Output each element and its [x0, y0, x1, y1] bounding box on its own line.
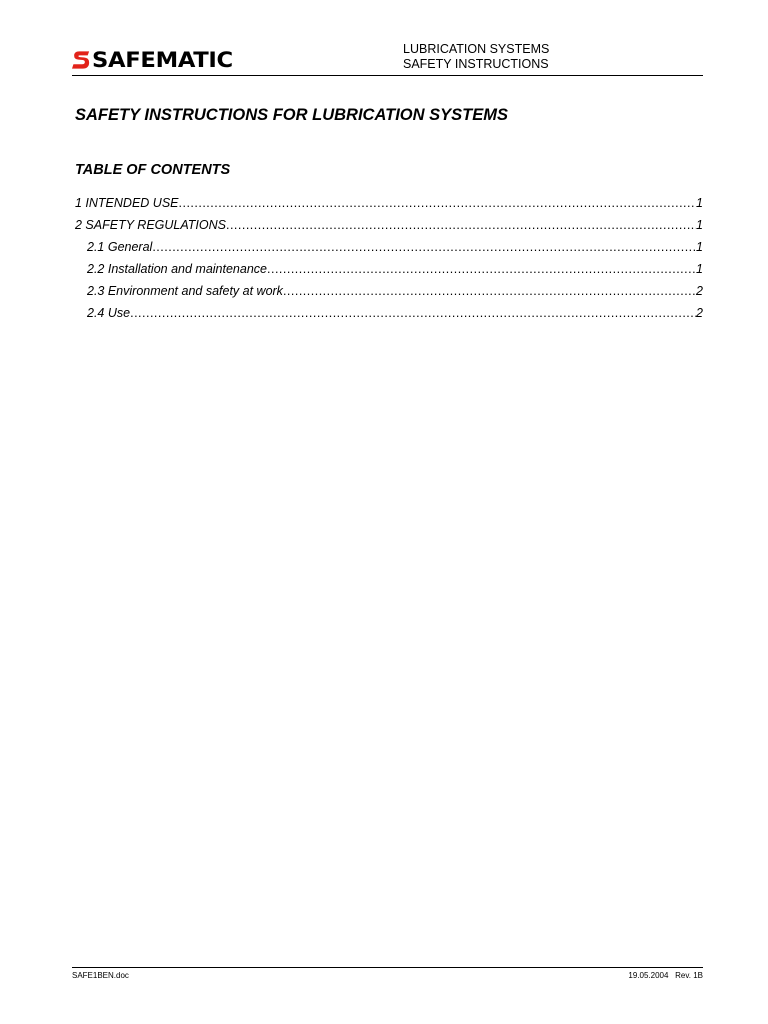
footer-filename: SAFE1BEN.doc [72, 971, 129, 980]
toc-leader-dots [226, 218, 696, 232]
header-line-2: SAFETY INSTRUCTIONS [403, 57, 549, 71]
toc-leader-dots [152, 240, 696, 254]
toc-entry-page: 1 [696, 218, 703, 232]
logo-wordmark: SAFEMATIC [91, 47, 233, 72]
toc-leader-dots [283, 284, 696, 298]
footer-date: 19.05.2004 [628, 971, 669, 980]
toc-entry-page: 2 [696, 284, 703, 298]
toc-entry-environment-safety[interactable] [75, 284, 703, 306]
toc-entry-general[interactable] [75, 240, 703, 262]
toc-entry-page: 1 [696, 196, 703, 210]
toc-leader-dots [179, 196, 697, 210]
toc-entry-page: 1 [696, 240, 703, 254]
toc-entry-page: 1 [696, 262, 703, 276]
toc-entry-label: 2 SAFETY REGULATIONS [75, 218, 226, 232]
footer-divider [72, 967, 703, 968]
safematic-logo [72, 44, 233, 76]
toc-leader-dots [267, 262, 696, 276]
toc-entry-label: 2.4 Use [87, 306, 131, 320]
footer-date-revision [628, 971, 703, 980]
header-title-block [403, 42, 549, 72]
table-of-contents [75, 196, 703, 328]
safematic-s-icon [72, 45, 91, 75]
toc-entry-intended-use[interactable] [75, 196, 703, 218]
toc-entry-label: 2.3 Environment and safety at work [87, 284, 283, 298]
document-title: SAFETY INSTRUCTIONS FOR LUBRICATION SYSTEMS [75, 106, 508, 124]
toc-entry-label: 2.2 Installation and maintenance [87, 262, 267, 276]
toc-leader-dots [130, 306, 696, 320]
toc-entry-label: 1 INTENDED USE [75, 196, 179, 210]
toc-entry-label: 2.1 General [87, 240, 153, 254]
toc-entry-safety-regulations[interactable] [75, 218, 703, 240]
toc-heading: TABLE OF CONTENTS [75, 162, 231, 178]
footer-revision: Rev. 1B [675, 971, 703, 980]
toc-entry-page: 2 [696, 306, 703, 320]
header-divider [72, 75, 703, 76]
header-line-1: LUBRICATION SYSTEMS [403, 42, 550, 56]
toc-entry-installation-maintenance[interactable] [75, 262, 703, 284]
toc-entry-use[interactable] [75, 306, 703, 328]
